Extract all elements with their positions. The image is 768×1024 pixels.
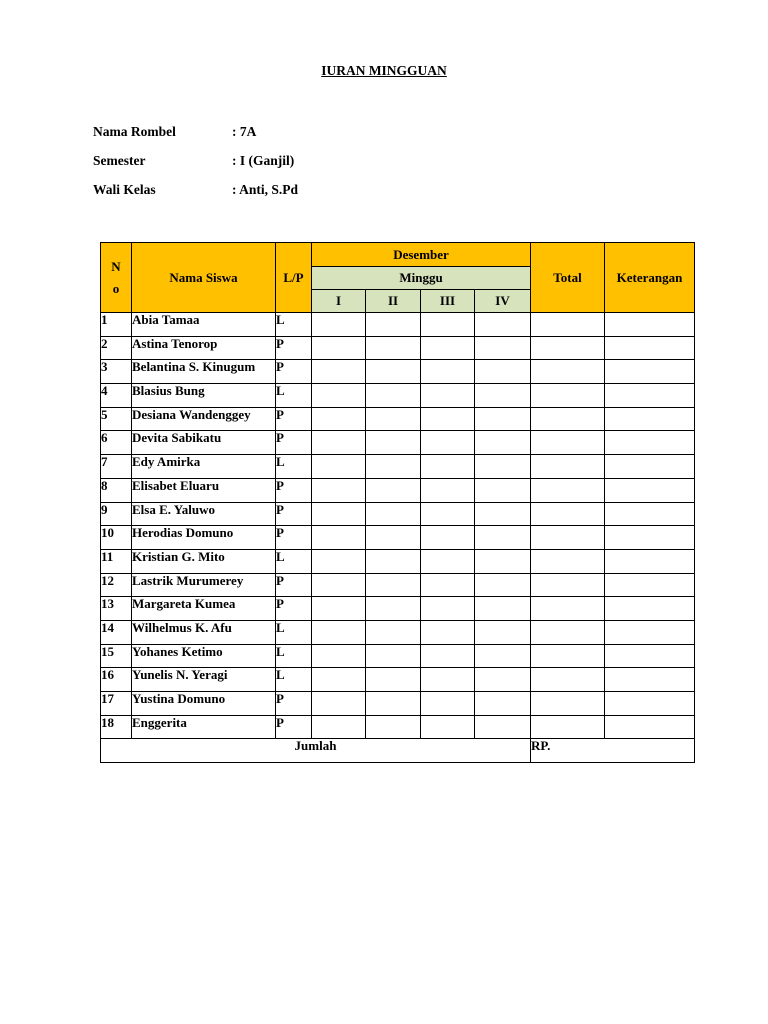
table-row	[101, 549, 695, 573]
cell-keterangan	[605, 502, 695, 526]
table-row	[101, 407, 695, 431]
cell-lp: P	[276, 715, 312, 739]
cell-week-1	[312, 644, 366, 668]
cell-keterangan	[605, 668, 695, 692]
cell-nama-siswa: Yustina Domuno	[132, 692, 276, 716]
cell-lp: L	[276, 313, 312, 337]
cell-lp: L	[276, 455, 312, 479]
cell-lp: P	[276, 573, 312, 597]
cell-week-2	[366, 478, 421, 502]
header-week-group: Minggu	[312, 267, 531, 290]
cell-week-1	[312, 431, 366, 455]
cell-lp: L	[276, 549, 312, 573]
cell-week-1	[312, 620, 366, 644]
cell-week-2	[366, 336, 421, 360]
table-row	[101, 313, 695, 337]
cell-week-3	[421, 478, 475, 502]
cell-nama-siswa: Yunelis N. Yeragi	[132, 668, 276, 692]
cell-no: 3	[101, 360, 132, 384]
table-row	[101, 573, 695, 597]
cell-week-2	[366, 431, 421, 455]
cell-nama-siswa: Astina Tenorop	[132, 336, 276, 360]
cell-total	[531, 573, 605, 597]
cell-lp: P	[276, 478, 312, 502]
cell-week-2	[366, 644, 421, 668]
cell-no: 2	[101, 336, 132, 360]
cell-no: 13	[101, 597, 132, 621]
cell-week-3	[421, 668, 475, 692]
header-nama-siswa: Nama Siswa	[132, 243, 276, 313]
cell-no: 15	[101, 644, 132, 668]
cell-lp: P	[276, 360, 312, 384]
cell-total	[531, 715, 605, 739]
cell-no: 10	[101, 526, 132, 550]
cell-keterangan	[605, 620, 695, 644]
table-row	[101, 644, 695, 668]
cell-week-3	[421, 360, 475, 384]
cell-no: 8	[101, 478, 132, 502]
footer-jumlah: Jumlah	[101, 739, 531, 763]
cell-total	[531, 644, 605, 668]
cell-lp: P	[276, 502, 312, 526]
cell-week-1	[312, 597, 366, 621]
cell-total	[531, 384, 605, 408]
cell-week-2	[366, 384, 421, 408]
cell-total	[531, 407, 605, 431]
header-keterangan: Keterangan	[605, 243, 695, 313]
cell-week-2	[366, 597, 421, 621]
cell-total	[531, 620, 605, 644]
cell-keterangan	[605, 549, 695, 573]
table-row	[101, 478, 695, 502]
cell-nama-siswa: Abia Tamaa	[132, 313, 276, 337]
cell-week-4	[475, 620, 531, 644]
cell-lp: L	[276, 620, 312, 644]
cell-keterangan	[605, 455, 695, 479]
cell-lp: P	[276, 692, 312, 716]
cell-week-3	[421, 407, 475, 431]
cell-no: 16	[101, 668, 132, 692]
cell-nama-siswa: Desiana Wandenggey	[132, 407, 276, 431]
cell-keterangan	[605, 313, 695, 337]
table-row	[101, 715, 695, 739]
cell-week-1	[312, 549, 366, 573]
cell-no: 14	[101, 620, 132, 644]
cell-week-4	[475, 692, 531, 716]
header-no-bottom: o	[112, 280, 120, 296]
cell-week-1	[312, 336, 366, 360]
cell-week-4	[475, 668, 531, 692]
cell-week-3	[421, 620, 475, 644]
cell-nama-siswa: Kristian G. Mito	[132, 549, 276, 573]
cell-keterangan	[605, 407, 695, 431]
table-row	[101, 668, 695, 692]
cell-total	[531, 597, 605, 621]
cell-no: 18	[101, 715, 132, 739]
header-lp: L/P	[276, 243, 312, 313]
cell-week-2	[366, 620, 421, 644]
iuran-table	[100, 242, 695, 763]
cell-keterangan	[605, 692, 695, 716]
cell-keterangan	[605, 431, 695, 455]
cell-week-3	[421, 573, 475, 597]
info-label: Nama Rombel	[93, 124, 176, 139]
cell-week-2	[366, 715, 421, 739]
cell-week-4	[475, 313, 531, 337]
cell-no: 11	[101, 549, 132, 573]
cell-no: 5	[101, 407, 132, 431]
header-week-3: III	[421, 290, 475, 313]
cell-nama-siswa: Margareta Kumea	[132, 597, 276, 621]
cell-total	[531, 455, 605, 479]
cell-no: 12	[101, 573, 132, 597]
cell-lp: L	[276, 644, 312, 668]
header-no-top: N	[111, 258, 121, 274]
cell-week-1	[312, 407, 366, 431]
cell-total	[531, 502, 605, 526]
cell-total	[531, 526, 605, 550]
cell-week-4	[475, 573, 531, 597]
cell-nama-siswa: Enggerita	[132, 715, 276, 739]
cell-nama-siswa: Yohanes Ketimo	[132, 644, 276, 668]
cell-week-4	[475, 407, 531, 431]
info-label: Wali Kelas	[93, 182, 156, 197]
cell-week-3	[421, 715, 475, 739]
cell-keterangan	[605, 384, 695, 408]
cell-no: 1	[101, 313, 132, 337]
table-row	[101, 336, 695, 360]
cell-week-4	[475, 644, 531, 668]
cell-lp: L	[276, 384, 312, 408]
cell-week-2	[366, 502, 421, 526]
cell-week-1	[312, 715, 366, 739]
cell-week-2	[366, 692, 421, 716]
footer-total-rp: RP.	[531, 739, 695, 763]
cell-lp: P	[276, 336, 312, 360]
header-week-2: II	[366, 290, 421, 313]
info-value: : Anti, S.Pd	[232, 182, 299, 197]
cell-week-3	[421, 526, 475, 550]
table-row	[101, 431, 695, 455]
cell-keterangan	[605, 715, 695, 739]
cell-week-4	[475, 384, 531, 408]
info-label: Semester	[93, 153, 146, 168]
cell-week-3	[421, 455, 475, 479]
cell-week-1	[312, 478, 366, 502]
cell-week-3	[421, 336, 475, 360]
cell-total	[531, 360, 605, 384]
cell-total	[531, 478, 605, 502]
cell-week-4	[475, 526, 531, 550]
cell-week-2	[366, 573, 421, 597]
cell-nama-siswa: Belantina S. Kinugum	[132, 360, 276, 384]
cell-nama-siswa: Herodias Domuno	[132, 526, 276, 550]
table-row	[101, 526, 695, 550]
cell-week-1	[312, 313, 366, 337]
cell-nama-siswa: Devita Sabikatu	[132, 431, 276, 455]
table-row	[101, 502, 695, 526]
header-week-4: IV	[475, 290, 531, 313]
cell-week-4	[475, 549, 531, 573]
header-no	[101, 243, 132, 313]
cell-total	[531, 692, 605, 716]
cell-week-1	[312, 455, 366, 479]
cell-keterangan	[605, 478, 695, 502]
cell-week-1	[312, 502, 366, 526]
header-week-1: I	[312, 290, 366, 313]
table-row	[101, 597, 695, 621]
cell-week-4	[475, 360, 531, 384]
cell-no: 17	[101, 692, 132, 716]
cell-week-1	[312, 526, 366, 550]
cell-total	[531, 431, 605, 455]
cell-lp: P	[276, 407, 312, 431]
cell-week-2	[366, 360, 421, 384]
cell-lp: P	[276, 526, 312, 550]
cell-week-1	[312, 668, 366, 692]
cell-week-2	[366, 668, 421, 692]
cell-no: 9	[101, 502, 132, 526]
cell-keterangan	[605, 526, 695, 550]
cell-nama-siswa: Elisabet Eluaru	[132, 478, 276, 502]
cell-week-2	[366, 455, 421, 479]
info-value: : I (Ganjil)	[232, 153, 295, 168]
cell-week-3	[421, 384, 475, 408]
cell-week-2	[366, 526, 421, 550]
cell-lp: P	[276, 597, 312, 621]
cell-lp: P	[276, 431, 312, 455]
table-row	[101, 384, 695, 408]
cell-week-4	[475, 478, 531, 502]
cell-lp: L	[276, 668, 312, 692]
cell-nama-siswa: Wilhelmus K. Afu	[132, 620, 276, 644]
cell-keterangan	[605, 573, 695, 597]
cell-no: 4	[101, 384, 132, 408]
cell-no: 6	[101, 431, 132, 455]
cell-week-2	[366, 549, 421, 573]
document-title: IURAN MINGGUAN	[321, 63, 447, 78]
cell-total	[531, 336, 605, 360]
cell-week-3	[421, 692, 475, 716]
cell-keterangan	[605, 360, 695, 384]
cell-no: 7	[101, 455, 132, 479]
info-value: : 7A	[232, 124, 257, 139]
table-row	[101, 455, 695, 479]
cell-nama-siswa: Edy Amirka	[132, 455, 276, 479]
cell-total	[531, 549, 605, 573]
cell-week-4	[475, 455, 531, 479]
cell-week-2	[366, 407, 421, 431]
cell-nama-siswa: Lastrik Murumerey	[132, 573, 276, 597]
cell-week-2	[366, 313, 421, 337]
cell-week-3	[421, 431, 475, 455]
cell-keterangan	[605, 597, 695, 621]
cell-week-3	[421, 597, 475, 621]
cell-week-3	[421, 313, 475, 337]
cell-keterangan	[605, 644, 695, 668]
cell-week-1	[312, 360, 366, 384]
cell-total	[531, 668, 605, 692]
cell-nama-siswa: Elsa E. Yaluwo	[132, 502, 276, 526]
cell-week-4	[475, 597, 531, 621]
cell-keterangan	[605, 336, 695, 360]
cell-week-3	[421, 549, 475, 573]
cell-total	[531, 313, 605, 337]
cell-week-1	[312, 573, 366, 597]
table-row	[101, 620, 695, 644]
table-row	[101, 360, 695, 384]
header-total: Total	[531, 243, 605, 313]
cell-week-1	[312, 692, 366, 716]
cell-nama-siswa: Blasius Bung	[132, 384, 276, 408]
cell-week-1	[312, 384, 366, 408]
cell-week-4	[475, 336, 531, 360]
table-row	[101, 692, 695, 716]
cell-week-3	[421, 644, 475, 668]
cell-week-4	[475, 431, 531, 455]
header-month: Desember	[312, 243, 531, 267]
cell-week-4	[475, 502, 531, 526]
cell-week-3	[421, 502, 475, 526]
cell-week-4	[475, 715, 531, 739]
